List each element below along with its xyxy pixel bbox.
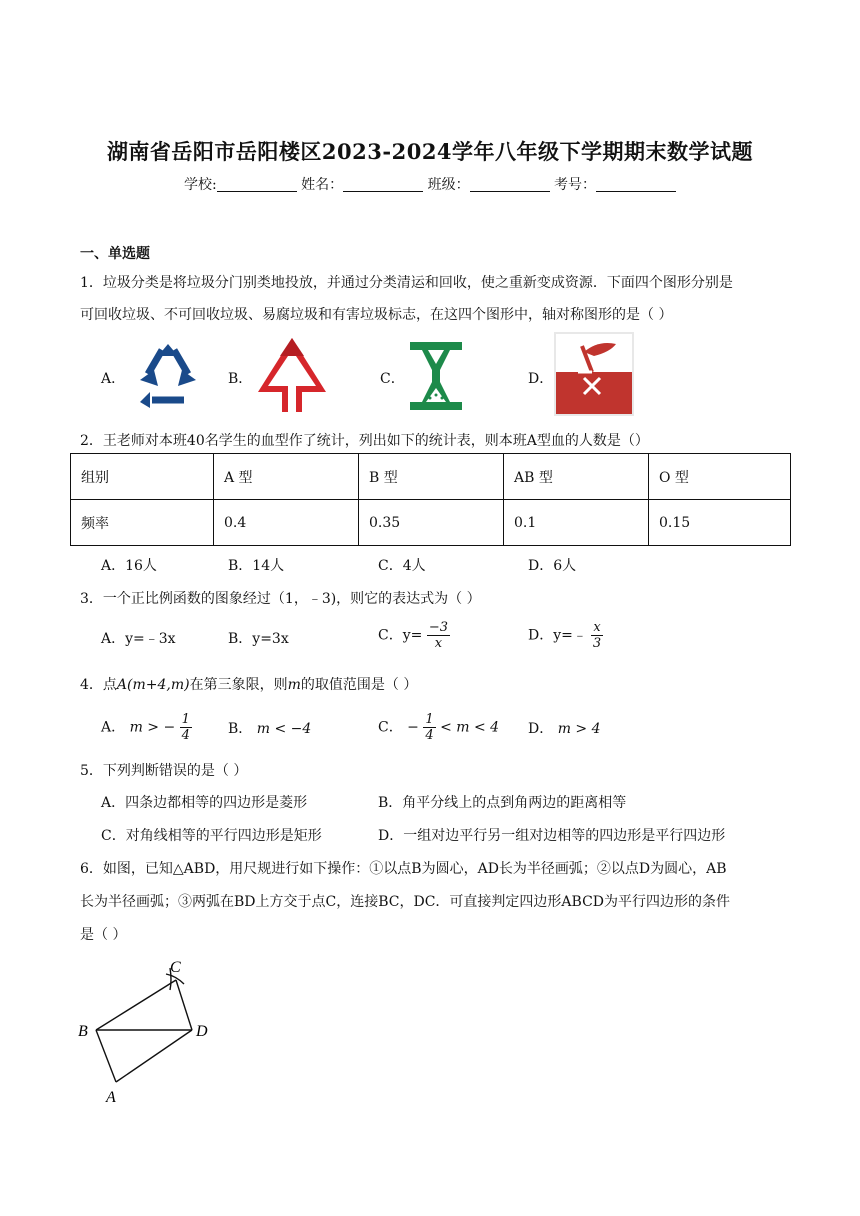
page-title: 湖南省岳阳市岳阳楼区2023-2024学年八年级下学期期末数学试题 bbox=[106, 139, 754, 164]
denominator: 3 bbox=[592, 636, 602, 651]
q4-option-d-expr: m > 4 bbox=[557, 721, 601, 737]
q1-option-c-label: C． bbox=[380, 371, 405, 387]
exam-no-blank[interactable] bbox=[596, 178, 676, 192]
table-cell: 0.35 bbox=[359, 500, 504, 546]
q4-option-a-prefix: A． bbox=[101, 719, 126, 736]
compost-icon bbox=[406, 340, 466, 412]
q4-stem bbox=[80, 674, 417, 694]
table-cell: A 型 bbox=[214, 454, 359, 500]
q4-option-c-prefix: C． bbox=[378, 719, 403, 736]
q3-stem: 3．一个正比例函数的图象经过（1，﹣3)，则它的表达式为（ ） bbox=[80, 591, 481, 607]
name-label: 姓名： bbox=[301, 177, 344, 193]
denominator: x bbox=[434, 636, 443, 651]
numerator: x bbox=[593, 620, 601, 635]
q2-stem: 2．王老师对本班40名学生的血型作了统计，列出如下的统计表，则本班A型血的人数是（） bbox=[80, 433, 649, 449]
table-row bbox=[71, 500, 791, 546]
fraction bbox=[591, 620, 602, 651]
q4-point: A(m+4,m) bbox=[116, 677, 190, 693]
q4-stem-suffix: 的取值范围是（ ） bbox=[300, 677, 418, 693]
class-label: 班级： bbox=[427, 177, 470, 193]
q4-option-a bbox=[101, 712, 192, 743]
denominator: 4 bbox=[425, 728, 434, 743]
section-heading: 一、单选题 bbox=[80, 246, 150, 262]
q5-option-d: D．一组对边平行另一组对边相等的四边形是平行四边形 bbox=[378, 828, 726, 844]
table-cell: AB 型 bbox=[504, 454, 649, 500]
q3-option-b: B．y=3x bbox=[228, 631, 289, 647]
q4-option-c-lead: − bbox=[407, 719, 419, 736]
table-cell: 频率 bbox=[71, 500, 214, 546]
parallelogram-figure bbox=[72, 952, 222, 1108]
non-recyclable-icon bbox=[256, 336, 328, 414]
q4-option-b-expr: m < −4 bbox=[256, 721, 312, 737]
q4-option-b-prefix: B． bbox=[228, 721, 253, 737]
label-c: C bbox=[170, 959, 181, 976]
q3-option-c-prefix: C．y= bbox=[378, 627, 423, 644]
numerator: −3 bbox=[428, 620, 448, 635]
q2-option-d: D．6人 bbox=[528, 558, 577, 574]
student-info-line bbox=[0, 174, 860, 194]
q4-option-c-tail: < m < 4 bbox=[440, 719, 500, 736]
q4-var: m bbox=[287, 677, 301, 693]
segment-ad bbox=[116, 1030, 192, 1082]
q4-option-d-prefix: D． bbox=[528, 721, 554, 737]
school-blank[interactable] bbox=[217, 178, 297, 192]
q2-option-a: A．16人 bbox=[101, 558, 157, 574]
table-row bbox=[71, 454, 791, 500]
q6-line2: 长为半径画弧；③两弧在BD上方交于点C，连接BC，DC．可直接判定四边形ABCD为平行四边形的条件 bbox=[80, 894, 731, 910]
blood-type-table bbox=[70, 453, 791, 546]
fraction bbox=[427, 620, 450, 651]
segment-ba bbox=[96, 1030, 116, 1082]
table-cell: 0.1 bbox=[504, 500, 649, 546]
q2-option-c: C．4人 bbox=[378, 558, 426, 574]
exam-no-label: 考号： bbox=[554, 177, 597, 193]
q1-line1: 1．垃圾分类是将垃圾分门别类地投放，并通过分类清运和回收，使之重新变成资源．下面四个图形分别是 bbox=[80, 275, 733, 291]
recycle-icon bbox=[132, 340, 204, 410]
q1-option-b-label: B． bbox=[228, 371, 253, 387]
numerator: 1 bbox=[425, 712, 434, 727]
q5-option-b: B．角平分线上的点到角两边的距离相等 bbox=[378, 795, 627, 811]
q3-option-d bbox=[528, 620, 603, 651]
denominator: 4 bbox=[181, 728, 190, 743]
segment-bc bbox=[96, 980, 176, 1030]
q4-option-d bbox=[528, 718, 601, 738]
q5-stem: 5．下列判断错误的是（ ） bbox=[80, 763, 248, 779]
table-cell: O 型 bbox=[649, 454, 791, 500]
q2-option-b: B．14人 bbox=[228, 558, 285, 574]
q1-option-a-label: A． bbox=[101, 371, 126, 387]
q3-option-d-prefix: D．y=﹣ bbox=[528, 627, 587, 644]
table-cell: 0.15 bbox=[649, 500, 791, 546]
q1-option-d-label: D． bbox=[528, 371, 554, 387]
label-a: A bbox=[106, 1089, 116, 1106]
table-cell: 0.4 bbox=[214, 500, 359, 546]
table-cell: 组别 bbox=[71, 454, 214, 500]
class-blank[interactable] bbox=[470, 178, 550, 192]
hazardous-icon bbox=[554, 332, 634, 416]
q3-option-c bbox=[378, 620, 450, 651]
segment-cd bbox=[176, 980, 192, 1030]
q3-option-a: A．y=﹣3x bbox=[101, 631, 176, 647]
q4-stem-prefix: 4．点 bbox=[80, 677, 117, 693]
q5-option-a: A．四条边都相等的四边形是菱形 bbox=[101, 795, 308, 811]
school-label: 学校: bbox=[183, 177, 217, 193]
table-cell: B 型 bbox=[359, 454, 504, 500]
numerator: 1 bbox=[181, 712, 190, 727]
q4-option-a-expr: m > − bbox=[129, 719, 176, 736]
q1-line2: 可回收垃圾、不可回收垃圾、易腐垃圾和有害垃圾标志，在这四个图形中，轴对称图形的是（ ） bbox=[80, 307, 673, 323]
name-blank[interactable] bbox=[343, 178, 423, 192]
fraction bbox=[423, 712, 435, 743]
q4-option-b bbox=[228, 718, 311, 738]
q4-stem-mid: 在第三象限，则 bbox=[189, 677, 288, 693]
q4-option-c bbox=[378, 712, 499, 743]
q6-line3: 是（ ） bbox=[80, 927, 127, 943]
label-d: D bbox=[196, 1023, 208, 1040]
q5-option-c: C．对角线相等的平行四边形是矩形 bbox=[101, 828, 322, 844]
fraction bbox=[180, 712, 192, 743]
label-b: B bbox=[78, 1023, 88, 1040]
q6-line1: 6．如图，已知△ABD，用尺规进行如下操作：①以点B为圆心，AD长为半径画弧；②以点D为圆心，AB bbox=[80, 861, 727, 877]
